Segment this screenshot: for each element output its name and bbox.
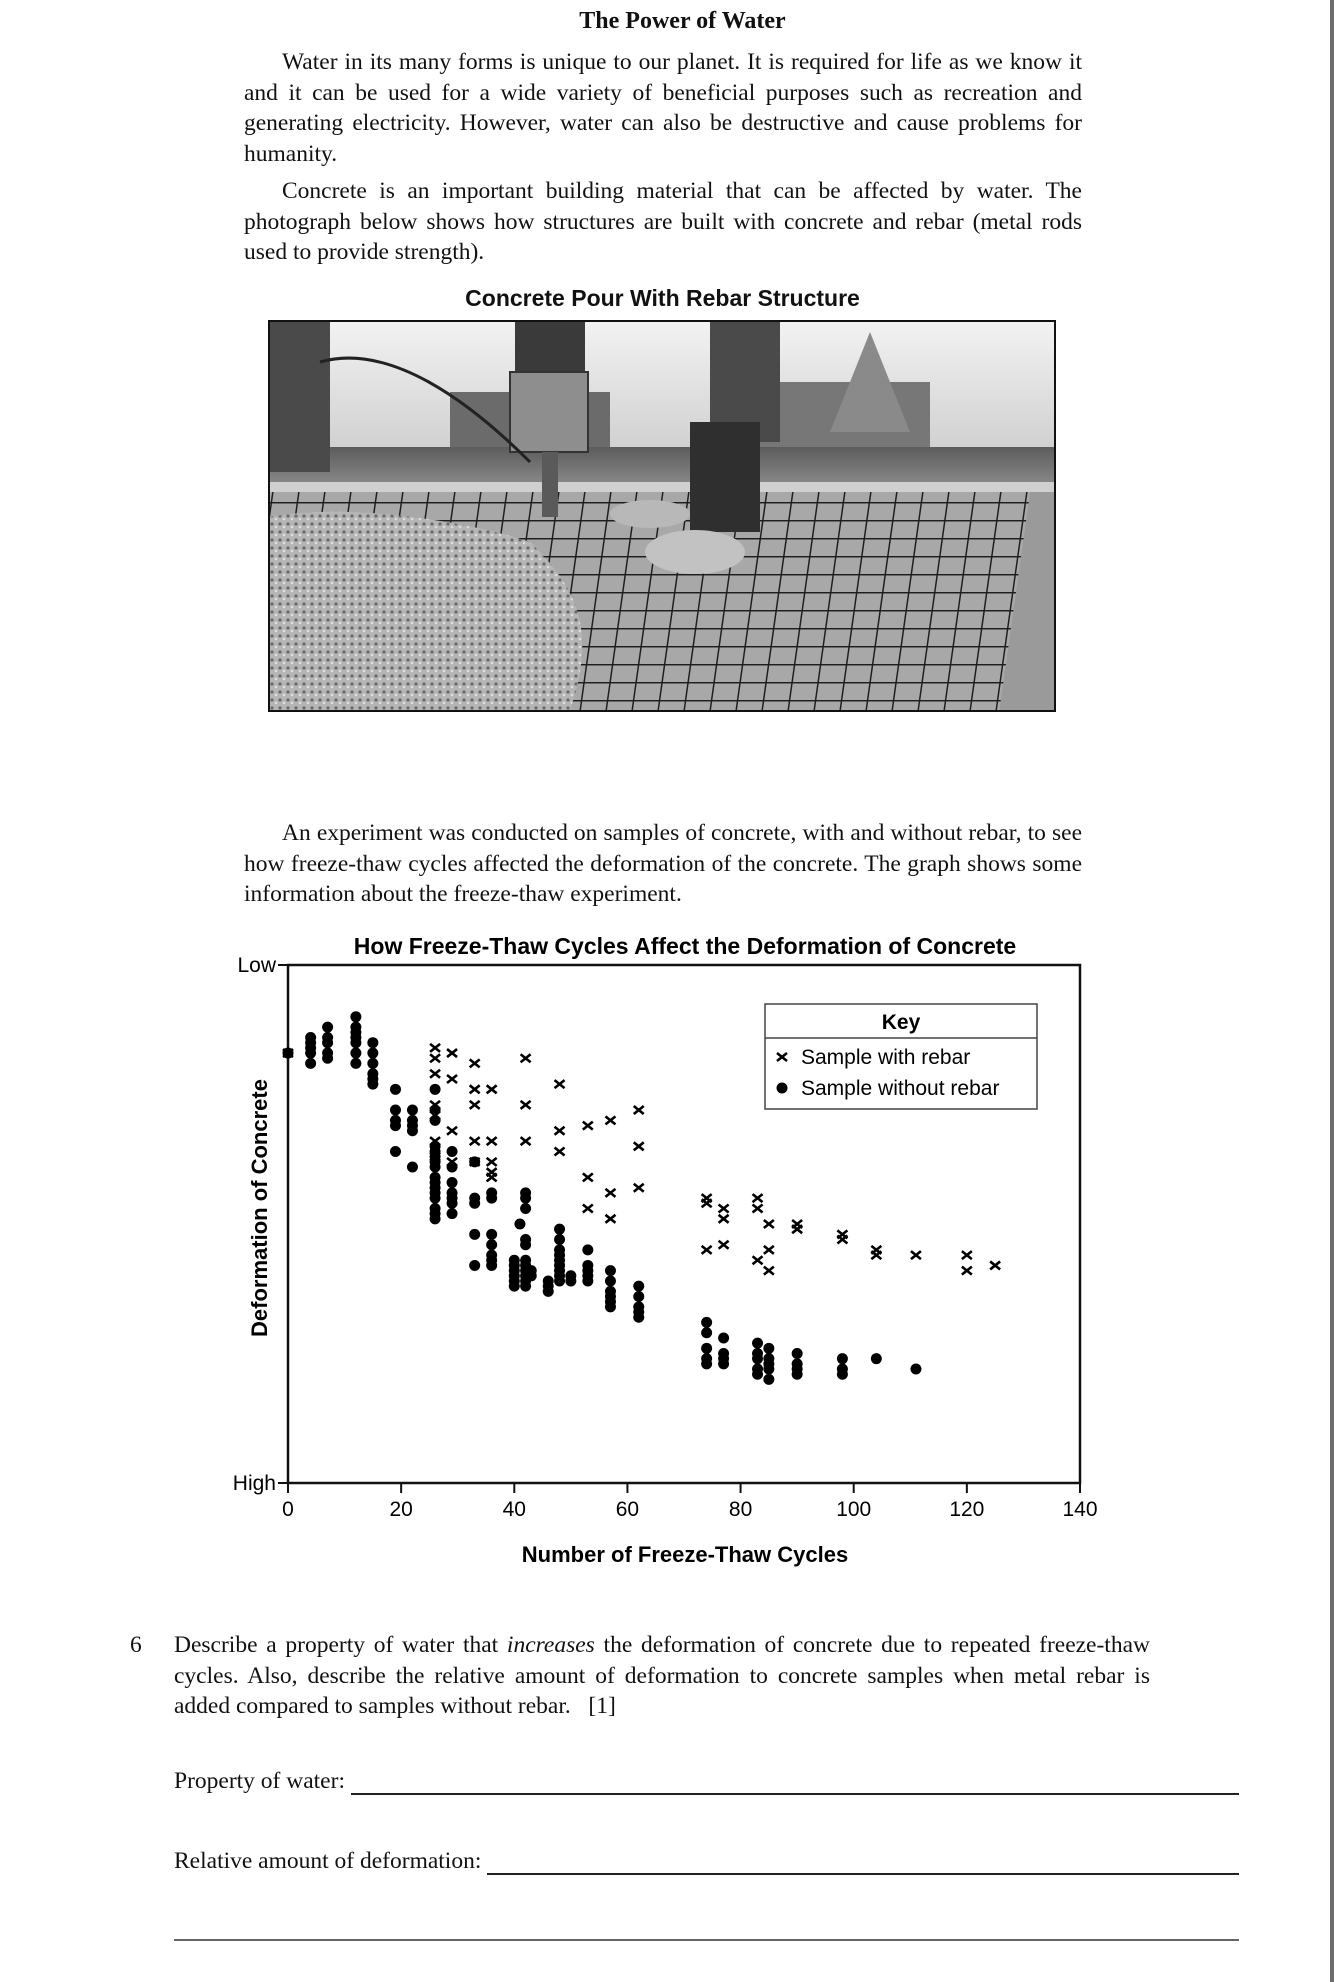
- photo-illustration: [270, 322, 1054, 710]
- svg-text:Sample with rebar: Sample with rebar: [801, 1046, 971, 1069]
- experiment-paragraph: An experiment was conducted on samples of concrete, with and without rebar, to see how freeze-thaw cycles affected the deformation of the concrete. The graph shows some information about the freeze-thaw experiment.: [244, 820, 1082, 907]
- svg-text:60: 60: [615, 1498, 640, 1521]
- svg-text:Low: Low: [237, 954, 276, 977]
- svg-text:80: 80: [728, 1498, 753, 1521]
- concrete-pour-photo: [268, 320, 1056, 712]
- scatter-plot: [200, 925, 1120, 1575]
- svg-text:High: High: [232, 1472, 276, 1495]
- x-axis-label: Number of Freeze-Thaw Cycles: [521, 1542, 849, 1567]
- photo-title: Concrete Pour With Rebar Structure: [465, 285, 860, 311]
- concrete-paragraph: Concrete is an important building material that can be affected by water. The photograph below shows how structures are built with concrete and rebar (metal rods used to provide strength).: [244, 178, 1082, 265]
- answer-label-property: Property of water:: [174, 1768, 345, 1794]
- freeze-thaw-chart: [200, 925, 1120, 1575]
- question-text-part: Describe a property of water that: [174, 1632, 507, 1658]
- question-text: [174, 1630, 1150, 1722]
- svg-text:0: 0: [282, 1498, 294, 1521]
- page-title: The Power of Water: [579, 8, 786, 34]
- y-axis-label: Deformation of Concrete: [247, 1079, 272, 1337]
- svg-text:Key: Key: [881, 1011, 921, 1034]
- intro-paragraph: Water in its many forms is unique to our planet. It is required for life as we know it and it can be used for a wide variety of beneficial purposes such as recreation and generating electricity. However, water can also be destructive and cause problems for humanity.: [244, 49, 1082, 167]
- answer-relative-deformation: [174, 1848, 1239, 1875]
- answer-line-property[interactable]: [351, 1771, 1239, 1795]
- question-text-part: the deformation of concrete due to repeated freeze-thaw cycles. Also, describe the relative amount of deformation to concrete samples when metal rebar is added compared to samples without rebar.: [174, 1632, 1150, 1719]
- svg-text:120: 120: [949, 1498, 985, 1521]
- svg-text:40: 40: [502, 1498, 526, 1521]
- question-emphasis: increases: [506, 1632, 595, 1658]
- svg-text:20: 20: [389, 1498, 413, 1521]
- question-number: 6: [130, 1632, 142, 1658]
- question-credit: [1]: [588, 1693, 616, 1719]
- answer-label-deformation: Relative amount of deformation:: [174, 1848, 482, 1874]
- answer-line-continuation[interactable]: [174, 1939, 1239, 1941]
- page-edge-scrollbar[interactable]: [1330, 0, 1334, 1982]
- svg-text:140: 140: [1062, 1498, 1098, 1521]
- answer-property-of-water: [174, 1768, 1239, 1795]
- answer-line-deformation[interactable]: [487, 1851, 1239, 1875]
- svg-text:Sample without rebar: Sample without rebar: [801, 1077, 1000, 1100]
- chart-legend: [765, 1004, 1037, 1109]
- svg-text:100: 100: [836, 1498, 872, 1521]
- chart-title: How Freeze-Thaw Cycles Affect the Deformation of Concrete: [353, 933, 1017, 959]
